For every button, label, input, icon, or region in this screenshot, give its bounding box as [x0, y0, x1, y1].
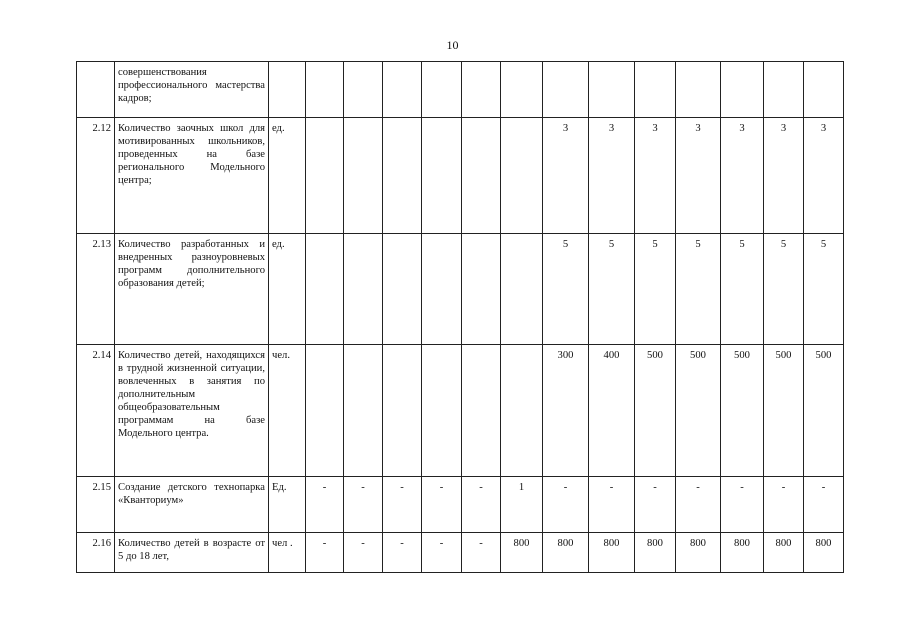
table-row — [77, 345, 844, 477]
row-number: 2.14 — [77, 345, 115, 477]
value-cell: - — [764, 477, 804, 533]
value-cell: 5 — [543, 234, 589, 345]
value-cell: 800 — [804, 533, 844, 573]
value-cell: 400 — [589, 345, 635, 477]
indicator-name: Количество детей в возрасте от 5 до 18 лет, — [115, 533, 269, 573]
value-cell: 5 — [635, 234, 676, 345]
value-cell — [306, 62, 344, 118]
indicator-name: Создание детского технопарка «Кванториум» — [115, 477, 269, 533]
page-number: 10 — [446, 38, 459, 52]
unit-cell: ед. — [269, 118, 306, 234]
value-cell: 5 — [764, 234, 804, 345]
value-cell: 3 — [543, 118, 589, 234]
value-cell: 500 — [635, 345, 676, 477]
value-cell: 3 — [589, 118, 635, 234]
value-cell — [344, 118, 383, 234]
value-cell: - — [383, 533, 422, 573]
value-cell: 800 — [543, 533, 589, 573]
value-cell — [462, 234, 501, 345]
value-cell — [501, 234, 543, 345]
value-cell — [422, 62, 462, 118]
value-cell: 500 — [676, 345, 721, 477]
row-number — [77, 62, 115, 118]
value-cell — [383, 345, 422, 477]
value-cell — [462, 62, 501, 118]
value-cell — [501, 345, 543, 477]
value-cell: 3 — [804, 118, 844, 234]
row-number: 2.12 — [77, 118, 115, 234]
value-cell: 800 — [676, 533, 721, 573]
indicator-name: Количество заочных школ для мотивированных школьников, проведенных на базе регионального Модельного центра; — [115, 118, 269, 234]
value-cell — [344, 345, 383, 477]
value-cell: 1 — [501, 477, 543, 533]
value-cell: - — [383, 477, 422, 533]
value-cell — [344, 234, 383, 345]
unit-cell — [269, 62, 306, 118]
row-number: 2.16 — [77, 533, 115, 573]
value-cell — [422, 345, 462, 477]
value-cell: - — [306, 533, 344, 573]
table-row — [77, 118, 844, 234]
value-cell: 5 — [721, 234, 764, 345]
value-cell — [344, 62, 383, 118]
value-cell — [306, 345, 344, 477]
value-cell: 3 — [635, 118, 676, 234]
value-cell — [422, 234, 462, 345]
indicators-table — [76, 61, 844, 573]
value-cell: 800 — [764, 533, 804, 573]
value-cell: - — [422, 533, 462, 573]
table-row — [77, 234, 844, 345]
value-cell: - — [589, 477, 635, 533]
value-cell: - — [422, 477, 462, 533]
value-cell: 500 — [764, 345, 804, 477]
value-cell — [543, 62, 589, 118]
row-number: 2.15 — [77, 477, 115, 533]
value-cell: - — [676, 477, 721, 533]
value-cell: - — [344, 477, 383, 533]
value-cell: - — [721, 477, 764, 533]
value-cell — [383, 234, 422, 345]
value-cell: - — [462, 477, 501, 533]
value-cell: 800 — [501, 533, 543, 573]
unit-cell: чел . — [269, 533, 306, 573]
value-cell — [804, 62, 844, 118]
value-cell — [589, 62, 635, 118]
value-cell: - — [804, 477, 844, 533]
value-cell — [306, 234, 344, 345]
value-cell: 3 — [721, 118, 764, 234]
value-cell — [422, 118, 462, 234]
value-cell: 800 — [635, 533, 676, 573]
value-cell: - — [635, 477, 676, 533]
value-cell — [501, 62, 543, 118]
value-cell — [306, 118, 344, 234]
table-row — [77, 62, 844, 118]
value-cell — [635, 62, 676, 118]
unit-cell: ед. — [269, 234, 306, 345]
value-cell: - — [344, 533, 383, 573]
value-cell — [462, 345, 501, 477]
value-cell — [462, 118, 501, 234]
indicator-name: Количество детей, находящихся в трудной жизненной ситуации, вовлеченных в занятия по дополнительным общеобразовательным программам на базе Модельного центра. — [115, 345, 269, 477]
value-cell: - — [306, 477, 344, 533]
indicator-name: совершенствования профессионального мастерства кадров; — [115, 62, 269, 118]
value-cell: 800 — [589, 533, 635, 573]
value-cell — [383, 118, 422, 234]
value-cell: 5 — [676, 234, 721, 345]
value-cell: - — [543, 477, 589, 533]
value-cell — [721, 62, 764, 118]
value-cell: 5 — [804, 234, 844, 345]
table-row — [77, 477, 844, 533]
value-cell: - — [462, 533, 501, 573]
value-cell: 500 — [804, 345, 844, 477]
value-cell: 800 — [721, 533, 764, 573]
value-cell — [383, 62, 422, 118]
value-cell: 3 — [764, 118, 804, 234]
value-cell — [676, 62, 721, 118]
value-cell: 300 — [543, 345, 589, 477]
unit-cell: чел. — [269, 345, 306, 477]
row-number: 2.13 — [77, 234, 115, 345]
value-cell: 3 — [676, 118, 721, 234]
value-cell: 500 — [721, 345, 764, 477]
value-cell — [764, 62, 804, 118]
value-cell: 5 — [589, 234, 635, 345]
indicator-name: Количество разработанных и внедренных разноуровневых программ дополнительного образования детей; — [115, 234, 269, 345]
value-cell — [501, 118, 543, 234]
table-row — [77, 533, 844, 573]
unit-cell: Ед. — [269, 477, 306, 533]
